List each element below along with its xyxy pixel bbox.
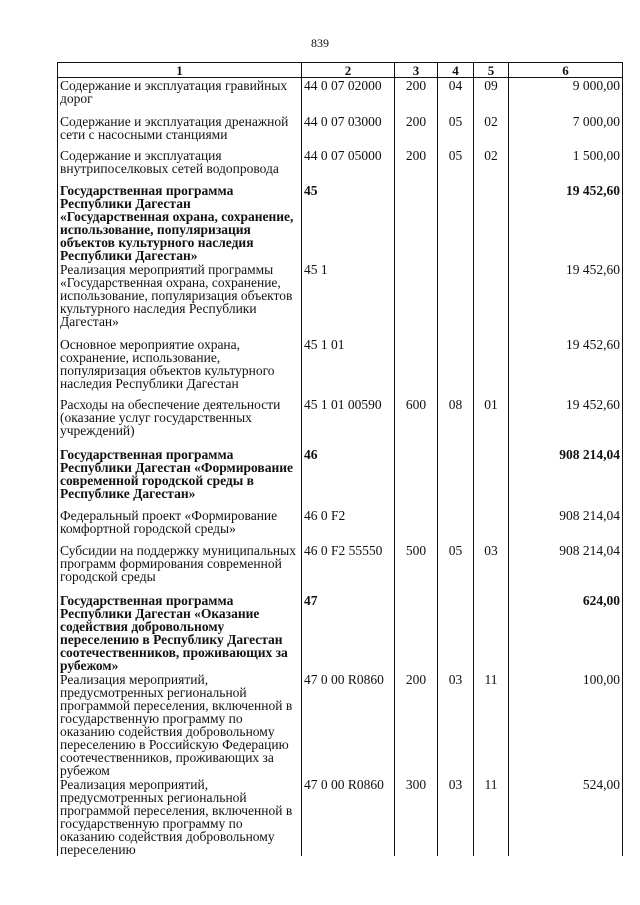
row-col4 [438, 593, 474, 672]
row-name: Реализация мероприятий, предусмотренных региональной программой переселения, включенной в государственную программу по оказанию содействия добровольному переселению [58, 777, 302, 856]
row-col4 [438, 337, 474, 397]
row-col3 [395, 183, 438, 262]
row-amount: 908 214,04 [509, 543, 623, 593]
row-code: 47 0 00 R0860 [302, 672, 395, 777]
row-name: Расходы на обеспечение деятельности (оказание услуг государственных учреждений) [58, 397, 302, 447]
row-code: 45 1 01 [302, 337, 395, 397]
row-amount: 19 452,60 [509, 262, 623, 337]
row-col5 [474, 337, 509, 397]
table-header-row [58, 63, 623, 78]
row-amount: 624,00 [509, 593, 623, 672]
row-col5 [474, 593, 509, 672]
row-col5 [474, 508, 509, 543]
table-row [58, 508, 623, 543]
table-row [58, 397, 623, 447]
row-code: 44 0 07 05000 [302, 148, 395, 183]
row-col3 [395, 337, 438, 397]
table-row [58, 593, 623, 672]
row-col4: 04 [438, 78, 474, 114]
row-col3: 200 [395, 148, 438, 183]
row-col5: 02 [474, 114, 509, 148]
row-code: 45 [302, 183, 395, 262]
row-col3: 500 [395, 543, 438, 593]
row-col4: 05 [438, 148, 474, 183]
row-col5 [474, 262, 509, 337]
table-row [58, 777, 623, 856]
row-name: Федеральный проект «Формирование комфортной городской среды» [58, 508, 302, 543]
row-col4: 08 [438, 397, 474, 447]
row-code: 46 0 F2 55550 [302, 543, 395, 593]
row-amount: 7 000,00 [509, 114, 623, 148]
row-amount: 100,00 [509, 672, 623, 777]
row-col5 [474, 183, 509, 262]
table-row [58, 337, 623, 397]
row-col3 [395, 508, 438, 543]
row-col3 [395, 262, 438, 337]
row-amount: 19 452,60 [509, 337, 623, 397]
row-col4: 05 [438, 543, 474, 593]
table-row [58, 78, 623, 114]
row-amount: 1 500,00 [509, 148, 623, 183]
row-col5: 11 [474, 777, 509, 856]
row-code: 46 0 F2 [302, 508, 395, 543]
row-code: 45 1 [302, 262, 395, 337]
row-col3: 200 [395, 114, 438, 148]
row-col3: 600 [395, 397, 438, 447]
column-header: 6 [509, 63, 623, 78]
row-col5: 01 [474, 397, 509, 447]
row-amount: 524,00 [509, 777, 623, 856]
row-col4 [438, 508, 474, 543]
row-name: Реализация мероприятий, предусмотренных региональной программой переселения, включенной в государственную программу по оказанию содействия добровольному переселению в Российскую Федерацию соотечественников, проживающих за рубежом [58, 672, 302, 777]
table-row [58, 148, 623, 183]
row-col3: 200 [395, 672, 438, 777]
page-number: 839 [311, 36, 329, 50]
row-name: Государственная программа Республики Дагестан «Оказание содействия добровольному переселению в Республику Дагестан соотечественников, проживающих за рубежом» [58, 593, 302, 672]
row-name: Содержание и эксплуатация внутрипоселковых сетей водопровода [58, 148, 302, 183]
table-row [58, 183, 623, 262]
row-col3 [395, 447, 438, 508]
column-header: 4 [438, 63, 474, 78]
row-name: Содержание и эксплуатация дренажной сети с насосными станциями [58, 114, 302, 148]
column-header: 2 [302, 63, 395, 78]
table-row [58, 114, 623, 148]
row-col5: 11 [474, 672, 509, 777]
row-name: Субсидии на поддержку муниципальных программ формирования современной городской среды [58, 543, 302, 593]
row-name: Содержание и эксплуатация гравийных дорог [58, 78, 302, 114]
row-name: Основное мероприятие охрана, сохранение, использование, популяризация объектов культурного наследия Республики Дагестан [58, 337, 302, 397]
row-name: Государственная программа Республики Дагестан «Государственная охрана, сохранение, использование, популяризация объектов культурного наследия Республики Дагестан» [58, 183, 302, 262]
row-amount: 9 000,00 [509, 78, 623, 114]
row-code: 45 1 01 00590 [302, 397, 395, 447]
row-code: 46 [302, 447, 395, 508]
table-row [58, 262, 623, 337]
row-col4 [438, 447, 474, 508]
row-amount: 19 452,60 [509, 183, 623, 262]
row-col5: 03 [474, 543, 509, 593]
table-row [58, 447, 623, 508]
row-col5: 02 [474, 148, 509, 183]
row-col4 [438, 183, 474, 262]
row-code: 44 0 07 02000 [302, 78, 395, 114]
row-col4: 03 [438, 672, 474, 777]
row-col3: 200 [395, 78, 438, 114]
row-col5 [474, 447, 509, 508]
row-col4: 05 [438, 114, 474, 148]
row-code: 44 0 07 03000 [302, 114, 395, 148]
table-row [58, 543, 623, 593]
budget-table [57, 62, 623, 856]
row-col5: 09 [474, 78, 509, 114]
row-name: Государственная программа Республики Дагестан «Формирование современной городской среды в Республике Дагестан» [58, 447, 302, 508]
row-name: Реализация мероприятий программы «Государственная охрана, сохранение, использование, популяризация объектов культурного наследия Республики Дагестан» [58, 262, 302, 337]
row-amount: 908 214,04 [509, 508, 623, 543]
table-row [58, 672, 623, 777]
column-header: 1 [58, 63, 302, 78]
column-header: 3 [395, 63, 438, 78]
row-col4: 03 [438, 777, 474, 856]
row-amount: 908 214,04 [509, 447, 623, 508]
row-amount: 19 452,60 [509, 397, 623, 447]
column-header: 5 [474, 63, 509, 78]
row-code: 47 [302, 593, 395, 672]
row-code: 47 0 00 R0860 [302, 777, 395, 856]
row-col3: 300 [395, 777, 438, 856]
row-col4 [438, 262, 474, 337]
row-col3 [395, 593, 438, 672]
